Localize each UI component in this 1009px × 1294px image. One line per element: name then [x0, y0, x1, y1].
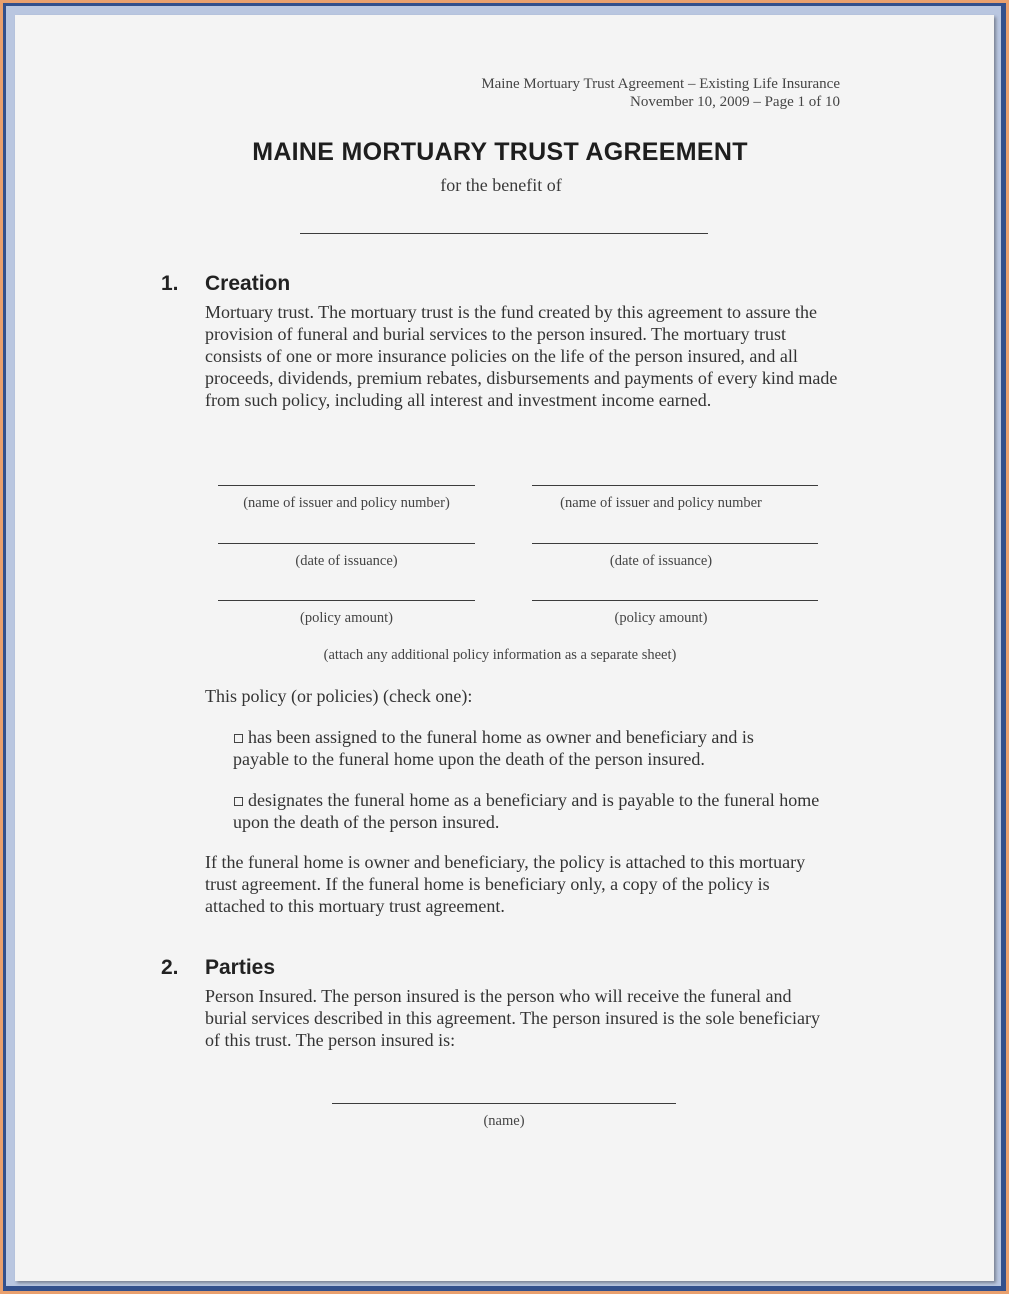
policy-prompt: This policy (or policies) (check one): — [205, 686, 473, 706]
amount-caption-right: (policy amount) — [614, 610, 708, 626]
amount-blank-left — [218, 600, 475, 601]
date-blank-right — [532, 543, 818, 544]
option-assigned-owner-text: has been assigned to the funeral home as owner and beneficiary and is payable to the funeral home upon the death of the person insured. — [233, 727, 754, 769]
checkbox-assigned-owner[interactable] — [234, 734, 243, 743]
attach-note: (attach any additional policy information as a separate sheet) — [323, 647, 677, 663]
date-caption-left: (date of issuance) — [295, 553, 398, 569]
section-2-paragraph: Person Insured. The person insured is the person who will receive the funeral and burial services described in this agreement. The person insured is the sole beneficiary of this trust. The person insured is: — [205, 986, 820, 1050]
option-designates-beneficiary — [233, 789, 823, 833]
section-2-number: 2. — [161, 956, 179, 979]
section-1-title: Creation — [205, 272, 291, 295]
option-assigned-owner — [233, 726, 803, 770]
section-1-closing: If the funeral home is owner and beneficiary, the policy is attached to this mortuary trust agreement. If the funeral home is beneficiary only, a copy of the policy is attached to this mortuary trust agreement. — [205, 852, 806, 916]
issuer-caption-right: (name of issuer and policy number — [560, 495, 762, 511]
section-1-paragraph: Mortuary trust. The mortuary trust is the fund created by this agreement to assure the provision of funeral and burial services to the person insured. The mortuary trust consists of one or more insurance policies on the life of the person insured, and all proceeds, dividends, premium rebates, disbursements and payments of every kind made from such policy, including all interest and investment income earned. — [205, 302, 838, 410]
issuer-caption-left: (name of issuer and policy number) — [243, 495, 450, 511]
document-subtitle: for the benefit of — [440, 175, 562, 195]
header-title: Maine Mortuary Trust Agreement – Existing Life Insurance — [481, 76, 840, 92]
checkbox-designates-beneficiary[interactable] — [234, 797, 243, 806]
section-2-title: Parties — [205, 956, 276, 979]
name-blank-line — [332, 1103, 676, 1104]
document-title: MAINE MORTUARY TRUST AGREEMENT — [252, 138, 748, 166]
name-caption: (name) — [483, 1113, 525, 1129]
date-blank-left — [218, 543, 475, 544]
header-date-page: November 10, 2009 – Page 1 of 10 — [630, 94, 840, 110]
date-caption-right: (date of issuance) — [609, 553, 713, 569]
amount-caption-left: (policy amount) — [299, 610, 394, 626]
issuer-blank-left — [218, 485, 475, 486]
option-designates-beneficiary-text: designates the funeral home as a beneficiary and is payable to the funeral home upon the death of the person insured. — [233, 790, 820, 832]
section-1-number: 1. — [161, 272, 179, 295]
amount-blank-right — [532, 600, 818, 601]
issuer-blank-right — [532, 485, 818, 486]
beneficiary-blank-line — [300, 233, 708, 234]
